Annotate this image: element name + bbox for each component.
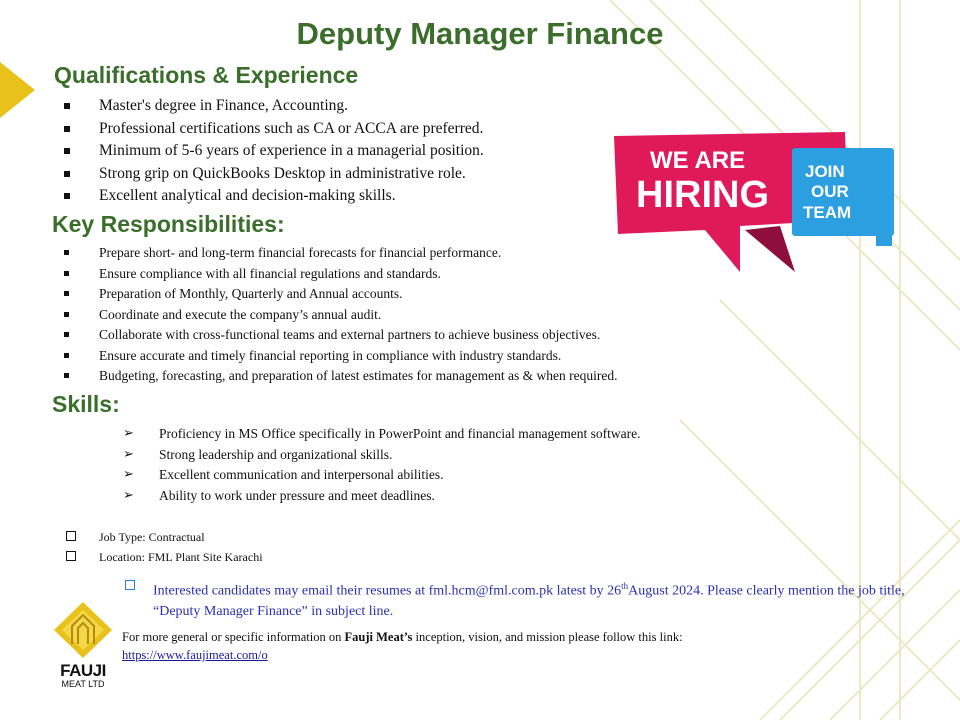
list-item: Master's degree in Finance, Accounting. [64, 95, 484, 118]
list-item: Prepare short- and long-term financial forecasts for financial performance. [64, 243, 617, 264]
logo-subtitle: MEAT LTD [61, 679, 105, 689]
job-details-list [64, 528, 263, 568]
logo-emblem-icon [52, 600, 114, 658]
arrow-bullet-icon: ➢ [123, 426, 134, 441]
responsibilities-heading: Key Responsibilities: [52, 211, 285, 237]
list-item: Professional certifications such as CA or ACCA are preferred. [64, 118, 484, 141]
list-item: ➢ Excellent communication and interpersonal abilities. [123, 465, 641, 486]
list-item: ➢ Strong leadership and organizational skills. [123, 445, 641, 466]
badge-team: TEAM [803, 203, 852, 222]
arrow-bullet-icon: ➢ [123, 467, 134, 482]
list-item: Collaborate with cross-functional teams and external partners to achieve business objectives. [64, 325, 617, 346]
arrow-bullet-icon: ➢ [123, 446, 134, 462]
list-item: Budgeting, forecasting, and preparation of latest estimates for management as & when required. [64, 366, 617, 387]
job-type: Job Type: Contractual [64, 528, 263, 548]
list-item: Minimum of 5-6 years of experience in a managerial position. [64, 140, 484, 163]
checkbox-bullet-icon [66, 531, 76, 541]
list-item: Excellent analytical and decision-making skills. [64, 185, 484, 208]
qualifications-list [64, 95, 484, 208]
list-item: Strong grip on QuickBooks Desktop in administrative role. [64, 163, 484, 186]
skills-heading: Skills: [52, 391, 120, 417]
badge-join: JOIN [805, 162, 845, 181]
skills-list [123, 424, 641, 506]
arrow-bullet-icon: ➢ [123, 487, 134, 503]
list-item: Coordinate and execute the company’s annual audit. [64, 305, 617, 326]
list-item: Ensure compliance with all financial regulations and standards. [64, 264, 617, 285]
fauji-meat-logo [52, 600, 114, 689]
apply-instructions: Interested candidates may email their resumes at fml.hcm@fml.com.pk latest by 26thAugust 2024. Please clearly mention the job title, “Deputy Manager Finance” in subject line. [125, 576, 955, 622]
page-title: Deputy Manager Finance [296, 16, 664, 51]
logo-name: FAUJI [60, 661, 106, 680]
job-location: Location: FML Plant Site Karachi [64, 548, 263, 568]
qualifications-heading: Qualifications & Experience [54, 62, 359, 88]
checkbox-bullet-icon [66, 551, 76, 561]
checkbox-bullet-icon [125, 580, 135, 590]
website-link[interactable]: https://www.faujimeat.com/o [122, 648, 268, 662]
badge-hiring: HIRING [636, 174, 769, 216]
badge-our: OUR [811, 182, 849, 201]
list-item: Preparation of Monthly, Quarterly and Annual accounts. [64, 284, 617, 305]
more-info: For more general or specific information on Fauji Meat’s inception, vision, and mission please follow this link: https://www.faujimeat.com/o [122, 630, 683, 662]
list-item: Ensure accurate and timely financial reporting in compliance with industry standards. [64, 346, 617, 367]
list-item: ➢ Proficiency in MS Office specifically in PowerPoint and financial management software. [123, 424, 641, 445]
hiring-badge-image [610, 130, 910, 275]
list-item: ➢ Ability to work under pressure and meet deadlines. [123, 486, 641, 507]
badge-we-are: WE ARE [650, 147, 746, 174]
responsibilities-list [64, 243, 617, 387]
